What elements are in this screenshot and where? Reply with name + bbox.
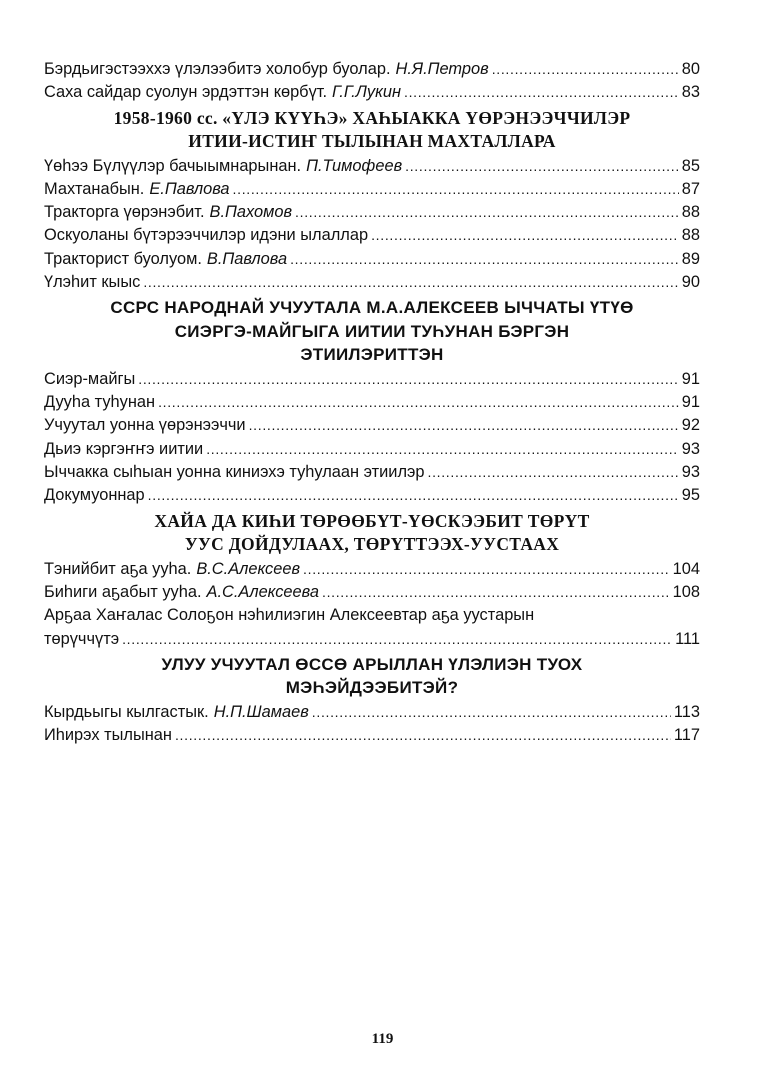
dot-leader bbox=[312, 701, 671, 724]
toc-entry bbox=[44, 224, 700, 247]
entry-page: 91 bbox=[681, 393, 700, 412]
entry-page: 91 bbox=[681, 369, 700, 388]
entry-title: Биһиги аҕабыт ууһа. bbox=[44, 582, 202, 601]
entry-title: Арҕаа Хаҥалас Солоҕон нэһилиэгин Алексеевтар аҕа уустарын bbox=[44, 606, 535, 625]
toc-entry bbox=[44, 438, 700, 461]
section-heading-line: СИЭРГЭ-МАЙГЫГА ИИТИИ ТУҺУНАН БЭРГЭН bbox=[174, 321, 570, 341]
entry-author: Е.Павлова bbox=[149, 179, 230, 198]
toc-entry bbox=[44, 81, 700, 104]
section-heading bbox=[44, 107, 700, 154]
toc-entry bbox=[44, 558, 700, 581]
toc-entry bbox=[44, 368, 700, 391]
section-heading-line: УУС ДОЙДУЛААХ, ТӨРҮТТЭЭХ-УУСТААХ bbox=[184, 534, 560, 555]
dot-leader bbox=[206, 438, 679, 461]
entry-author: П.Тимофеев bbox=[306, 156, 403, 175]
entry-page: 93 bbox=[681, 439, 700, 458]
entry-author: Н.П.Шамаев bbox=[213, 702, 309, 721]
entry-page: 83 bbox=[681, 83, 700, 102]
dot-leader bbox=[295, 201, 679, 224]
dot-leader bbox=[404, 81, 679, 104]
dot-leader bbox=[405, 155, 679, 178]
toc-entry bbox=[44, 201, 700, 224]
dot-leader bbox=[249, 414, 679, 437]
dot-leader bbox=[290, 248, 679, 271]
entry-title: Махтанабын. bbox=[44, 179, 145, 198]
entry-title: Үлэһит кыыс bbox=[44, 273, 141, 292]
section-heading-line: ХАЙА ДА КИҺИ ТӨРӨӨБҮТ-ҮӨСКЭЭБИТ ТӨРҮТ bbox=[154, 510, 590, 531]
entry-title: Тракторга үөрэнэбит. bbox=[44, 203, 205, 222]
entry-page: 88 bbox=[681, 226, 700, 245]
entry-title: Сиэр-майгы bbox=[44, 369, 136, 388]
dot-leader bbox=[492, 58, 679, 81]
entry-author: В.С.Алексеев bbox=[196, 559, 301, 578]
entry-title: Докумуоннар bbox=[44, 486, 145, 505]
entry-page: 93 bbox=[681, 463, 700, 482]
toc-entry bbox=[44, 248, 700, 271]
dot-leader bbox=[138, 368, 679, 391]
dot-leader bbox=[371, 224, 679, 247]
entry-page: 95 bbox=[681, 486, 700, 505]
entry-title: Тракторист буолуом. bbox=[44, 249, 202, 268]
dot-leader bbox=[427, 461, 678, 484]
entry-page: 88 bbox=[681, 203, 700, 222]
toc-entry bbox=[44, 461, 700, 484]
toc-entry bbox=[44, 414, 700, 437]
entry-title-continuation: төрүччүтэ bbox=[44, 629, 120, 648]
entry-author: В.Пахомов bbox=[209, 203, 293, 222]
dot-leader bbox=[233, 178, 679, 201]
entry-author: Н.Я.Петров bbox=[395, 60, 489, 78]
toc-entry bbox=[44, 58, 700, 81]
toc-entry bbox=[44, 391, 700, 414]
toc-entry bbox=[44, 628, 700, 651]
entry-page: 85 bbox=[681, 156, 700, 175]
entry-title: Үөһээ Бүлүүлэр бачыымнарынан. bbox=[44, 156, 302, 175]
dot-leader bbox=[148, 484, 679, 507]
entry-page: 117 bbox=[673, 726, 700, 745]
entry-title: Ыччакка сыһыан уонна киниэхэ туһулаан этиилэр bbox=[44, 463, 425, 482]
entry-page: 104 bbox=[672, 559, 700, 578]
entry-author: Г.Г.Лукин bbox=[332, 83, 401, 102]
entry-page: 108 bbox=[672, 582, 700, 601]
dot-leader bbox=[175, 724, 671, 747]
entry-author: В.Павлова bbox=[206, 249, 288, 268]
entry-page: 80 bbox=[681, 60, 700, 78]
dot-leader bbox=[158, 391, 679, 414]
toc-entry bbox=[44, 484, 700, 507]
toc-entry bbox=[44, 724, 700, 747]
entry-page: 92 bbox=[681, 416, 700, 435]
entry-title: Учуутал уонна үөрэнээччи bbox=[44, 416, 246, 435]
toc-entry bbox=[44, 271, 700, 294]
toc-entry bbox=[44, 581, 700, 604]
dot-leader bbox=[122, 628, 672, 651]
entry-page: 113 bbox=[673, 702, 700, 721]
dot-leader bbox=[303, 558, 670, 581]
entry-title: Оскуоланы бүтэрээччилэр идэни ылаллар bbox=[44, 226, 369, 245]
entry-title: Саха сайдар суолун эрдэттэн көрбүт. bbox=[44, 83, 328, 102]
entry-page: 90 bbox=[681, 273, 700, 292]
toc-entry bbox=[44, 155, 700, 178]
table-of-contents bbox=[44, 58, 700, 747]
entry-page: 111 bbox=[675, 629, 700, 648]
section-heading bbox=[44, 653, 700, 700]
section-heading-line: ССРС НАРОДНАЙ УЧУУТАЛА М.А.АЛЕКСЕЕВ ЫЧЧАТЫ ҮТҮӨ bbox=[110, 298, 634, 318]
entry-title: Дьиэ кэргэҥҥэ иитии bbox=[44, 439, 204, 458]
toc-entry-first-line bbox=[44, 604, 700, 627]
entry-page: 87 bbox=[681, 179, 700, 198]
section-heading-line: 1958-1960 сс. «ҮЛЭ КҮҮҺЭ» ХАҺЫАККА ҮӨРЭНЭЭЧЧИЛЭР bbox=[113, 107, 631, 128]
entry-title: Иһирэх тылынан bbox=[44, 726, 172, 745]
page-number: 119 bbox=[371, 1031, 394, 1047]
dot-leader bbox=[322, 581, 670, 604]
section-heading bbox=[44, 296, 700, 367]
entry-title: Кырдьыгы кылгастык. bbox=[44, 702, 209, 721]
entry-title: Бэрдьигэстээххэ үлэлээбитэ холобур буолар. bbox=[44, 60, 391, 78]
entry-page: 89 bbox=[681, 249, 700, 268]
section-heading-line: УЛУУ УЧУУТАЛ ӨССӨ АРЫЛЛАН ҮЛЭЛИЭН ТУОХ bbox=[161, 654, 583, 674]
section-heading bbox=[44, 510, 700, 557]
dot-leader bbox=[143, 271, 678, 294]
entry-title: Дууһа туһунан bbox=[44, 393, 156, 412]
entry-author: А.С.Алексеева bbox=[206, 582, 319, 601]
section-heading-line: МЭҺЭЙДЭЭБИТЭЙ? bbox=[285, 678, 459, 698]
section-heading-line: ИТИИ-ИСТИҤ ТЫЛЫНАН МАХТАЛЛАРА bbox=[188, 131, 556, 152]
entry-title: Тэнийбит аҕа ууһа. bbox=[44, 559, 192, 578]
toc-entry bbox=[44, 701, 700, 724]
section-heading-line: ЭТИИЛЭРИТТЭН bbox=[300, 345, 444, 365]
toc-entry bbox=[44, 178, 700, 201]
